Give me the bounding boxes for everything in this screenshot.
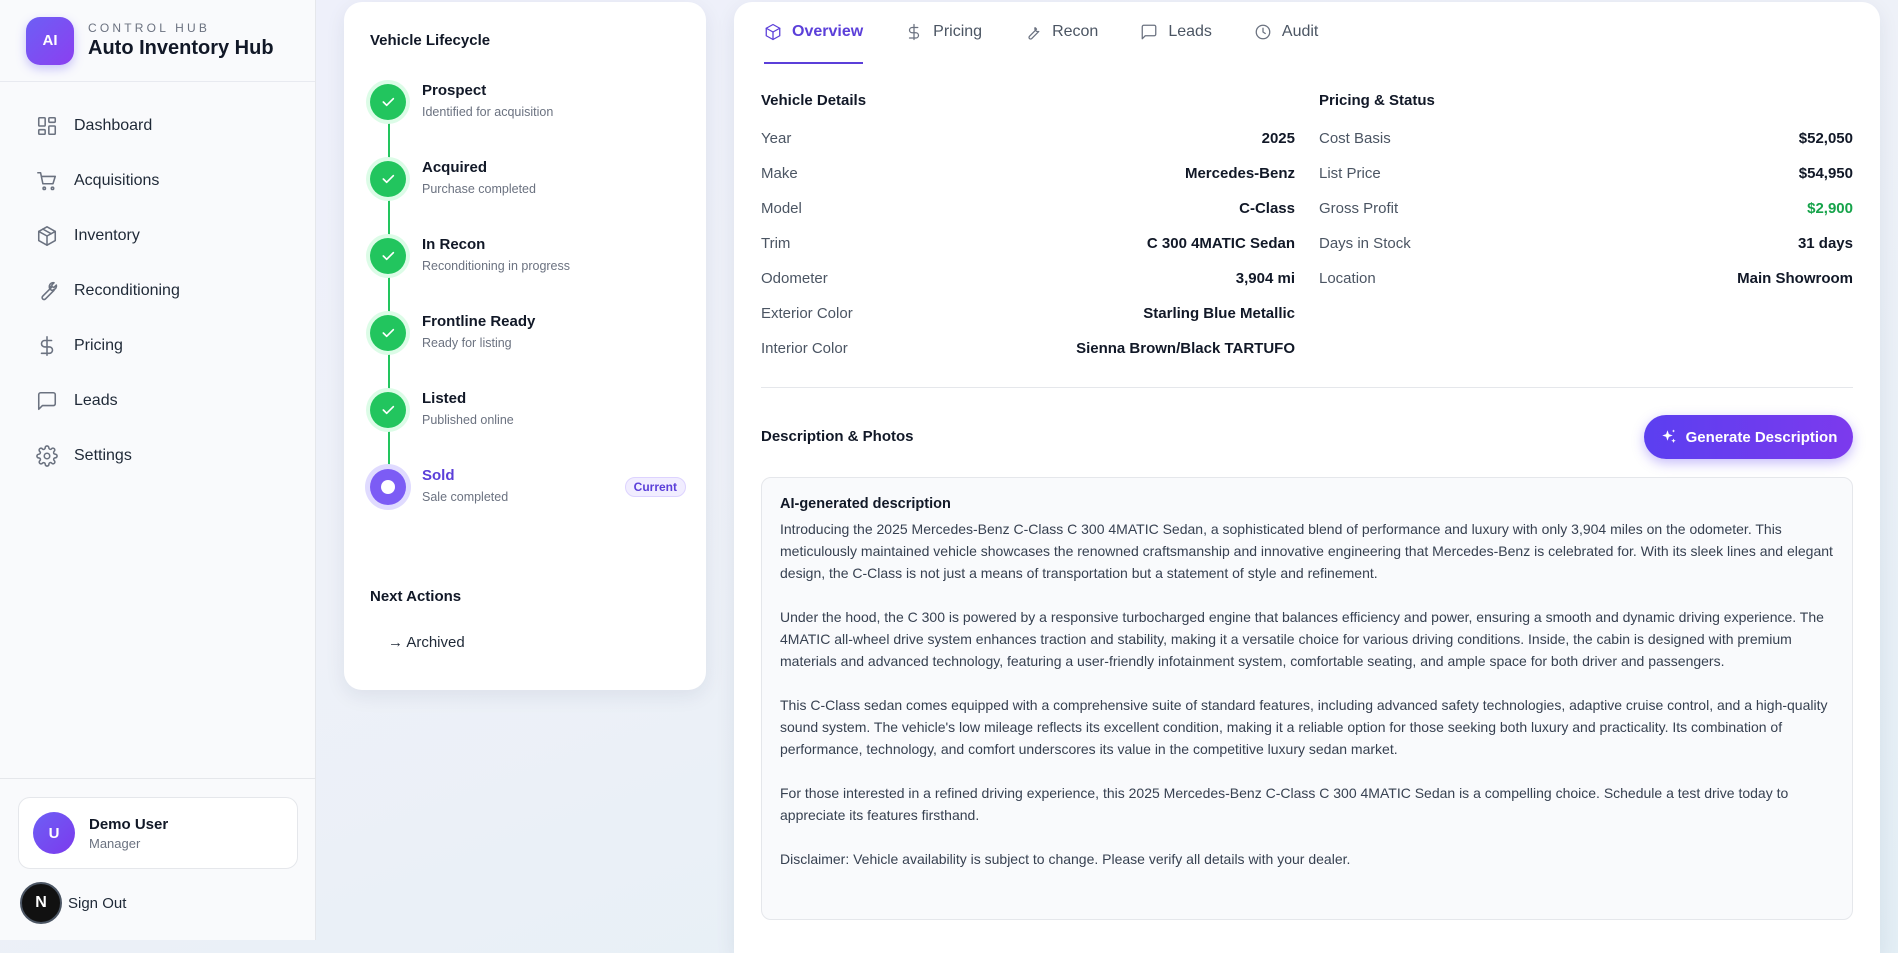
description-label: AI-generated description xyxy=(780,496,951,512)
description-paragraph: This C-Class sedan comes equipped with a comprehensive suite of standard features, including advanced safety technologies, adaptive cruise control, and a high-quality sound system. The vehicle's low mileage reflects its excellent condition, making it a reliable option for those seeking both luxury and practicality. Its combination of performance, technology, and comfort underscores its value in the competitive luxury sedan market. xyxy=(780,697,1828,757)
pricing-row-list-price xyxy=(1319,156,1853,191)
tab-label: Overview xyxy=(792,23,864,40)
lifecycle-title: Vehicle Lifecycle xyxy=(370,32,491,49)
box-icon xyxy=(36,225,58,247)
lifecycle-step-prospect xyxy=(370,84,686,161)
user-card[interactable] xyxy=(18,797,298,869)
tab-recon[interactable] xyxy=(1024,2,1098,62)
pricing-value: 31 days xyxy=(1797,235,1853,252)
next-actions-title: Next Actions xyxy=(370,588,462,605)
description-box xyxy=(761,477,1853,920)
lifecycle-step-listed xyxy=(370,392,686,469)
detail-row-trim xyxy=(761,226,1295,261)
tab-label: Pricing xyxy=(933,23,983,40)
step-name: Prospect xyxy=(422,82,487,99)
check-icon xyxy=(370,238,406,274)
sidebar-item-leads[interactable] xyxy=(0,373,315,428)
sidebar-footer xyxy=(0,778,315,940)
sidebar-item-label: Dashboard xyxy=(74,116,153,134)
app-title: Auto Inventory Hub xyxy=(88,37,274,59)
detail-value: C 300 4MATIC Sedan xyxy=(1146,235,1295,252)
pricing-label: Days in Stock xyxy=(1319,235,1411,252)
lifecycle-step-sold xyxy=(370,469,686,546)
sidebar-item-label: Pricing xyxy=(74,336,123,354)
sidebar-item-reconditioning[interactable] xyxy=(0,263,315,318)
section-title: Pricing & Status xyxy=(1319,92,1435,109)
generate-description-label: Generate Description xyxy=(1685,428,1838,446)
tab-overview[interactable] xyxy=(764,2,863,62)
tab-label: Recon xyxy=(1052,23,1099,40)
sidebar-item-settings[interactable] xyxy=(0,428,315,483)
step-name: Sold xyxy=(422,467,455,484)
detail-row-interior-color xyxy=(761,331,1295,366)
wrench-icon xyxy=(36,280,58,302)
sign-out-label: Sign Out xyxy=(68,894,127,912)
gear-icon xyxy=(36,445,58,467)
check-icon xyxy=(370,84,406,120)
dollar-icon xyxy=(36,335,58,357)
detail-label: Year xyxy=(761,130,792,147)
description-paragraph: Introducing the 2025 Mercedes-Benz C-Class C 300 4MATIC Sedan, a sophisticated blend of performance and luxury with only 3,904 miles on the odometer. This meticulously maintained vehicle showcases the renowned craftsmanship and innovative engineering that Mercedes-Benz is celebrated for. With its sleek lines and elegant design, the C-Class is not just a means of transportation but a statement of style and refinement. xyxy=(780,521,1833,581)
clock-icon xyxy=(1254,23,1272,41)
check-icon xyxy=(370,161,406,197)
sidebar-nav xyxy=(0,82,315,483)
description-section-title: Description & Photos xyxy=(761,428,914,445)
description-disclaimer: Disclaimer: Vehicle availability is subject to change. Please verify all details with your dealer. xyxy=(780,851,1351,867)
step-desc: Purchase completed xyxy=(422,182,536,196)
sidebar-item-label: Reconditioning xyxy=(74,281,180,299)
section-title: Vehicle Details xyxy=(761,92,867,109)
pricing-label: Location xyxy=(1319,270,1376,287)
check-icon xyxy=(370,392,406,428)
lifecycle-step-frontline-ready xyxy=(370,315,686,392)
avatar: U xyxy=(33,812,75,854)
step-name: Acquired xyxy=(422,159,488,176)
lifecycle-step-in-recon xyxy=(370,238,686,315)
detail-value: C-Class xyxy=(1239,200,1295,217)
brand-header xyxy=(0,0,315,82)
detail-label: Odometer xyxy=(761,270,828,287)
cube-icon xyxy=(764,23,782,41)
user-name: Demo User xyxy=(89,815,169,833)
detail-label: Make xyxy=(761,165,798,182)
step-name: In Recon xyxy=(422,236,486,253)
lifecycle-steps xyxy=(370,84,686,546)
pricing-label: List Price xyxy=(1319,165,1381,182)
detail-row-year xyxy=(761,121,1295,156)
detail-row-model xyxy=(761,191,1295,226)
step-desc: Sale completed xyxy=(422,490,509,504)
app-subtitle: CONTROL HUB xyxy=(88,21,211,35)
wrench-icon xyxy=(1024,23,1042,41)
step-desc: Ready for listing xyxy=(422,336,512,350)
sidebar-item-dashboard[interactable] xyxy=(0,98,315,153)
sidebar-item-label: Inventory xyxy=(74,226,140,244)
pricing-row-gross-profit xyxy=(1319,191,1853,226)
description-paragraph: For those interested in a refined driving experience, this 2025 Mercedes-Benz C-Class C 300 4MATIC Sedan is a compelling choice. Schedule a test drive today to appreciate its features firsthand. xyxy=(780,785,1789,823)
generate-description-button[interactable] xyxy=(1644,415,1853,459)
pricing-label: Gross Profit xyxy=(1319,200,1399,217)
step-desc: Published online xyxy=(422,413,514,427)
detail-row-exterior-color xyxy=(761,296,1295,331)
sidebar-item-label: Leads xyxy=(74,391,118,409)
tab-label: Audit xyxy=(1281,23,1319,40)
lifecycle-card xyxy=(344,2,706,690)
step-desc: Identified for acquisition xyxy=(422,105,554,119)
tab-label: Leads xyxy=(1168,23,1212,40)
pricing-value: $52,050 xyxy=(1798,130,1853,147)
check-icon xyxy=(370,315,406,351)
detail-label: Exterior Color xyxy=(761,305,853,322)
sign-out-button[interactable] xyxy=(20,882,126,924)
sparkles-icon xyxy=(1660,428,1678,446)
tab-leads[interactable] xyxy=(1140,2,1212,62)
sidebar-item-acquisitions[interactable] xyxy=(0,153,315,208)
vehicle-details-section xyxy=(761,92,1295,366)
dev-tools-badge[interactable]: N xyxy=(20,882,62,924)
step-desc: Reconditioning in progress xyxy=(422,259,571,273)
description-paragraph: Under the hood, the C 300 is powered by a responsive turbocharged engine that balances efficiency and power, ensuring a smooth and dynamic driving experience. The 4MATIC all-wheel drive system enhances traction and stability, making it a versatile choice for various driving conditions. Inside, the cabin is designed with premium materials and advanced technology, featuring a user-friendly infotainment system, comfortable seating, and ample space for both driver and passengers. xyxy=(780,609,1824,669)
dollar-icon xyxy=(905,23,923,41)
pricing-label: Cost Basis xyxy=(1319,130,1391,147)
sidebar-item-pricing[interactable] xyxy=(0,318,315,373)
detail-label: Trim xyxy=(761,235,791,252)
message-icon xyxy=(1140,23,1158,41)
detail-label: Interior Color xyxy=(761,340,848,357)
sidebar xyxy=(0,0,316,940)
section-divider xyxy=(761,387,1853,388)
vehicle-detail-panel xyxy=(734,2,1880,953)
detail-value: Starling Blue Metallic xyxy=(1143,305,1295,322)
user-role: Manager xyxy=(89,835,141,851)
tab-bar xyxy=(764,2,1360,62)
pricing-status-section xyxy=(1319,92,1853,296)
sidebar-item-label: Settings xyxy=(74,446,132,464)
detail-label: Model xyxy=(761,200,802,217)
detail-row-make xyxy=(761,156,1295,191)
lifecycle-step-acquired xyxy=(370,161,686,238)
detail-value: Mercedes-Benz xyxy=(1184,165,1295,182)
pricing-row-cost-basis xyxy=(1319,121,1853,156)
sidebar-item-label: Acquisitions xyxy=(74,171,160,189)
sidebar-item-inventory[interactable] xyxy=(0,208,315,263)
tab-pricing[interactable] xyxy=(905,2,982,62)
grid-icon xyxy=(36,115,58,137)
current-step-icon xyxy=(370,469,406,505)
current-badge: Current xyxy=(625,477,686,497)
detail-value: 3,904 mi xyxy=(1235,270,1295,287)
step-name: Frontline Ready xyxy=(422,313,536,330)
detail-row-odometer xyxy=(761,261,1295,296)
detail-value: Sienna Brown/Black TARTUFO xyxy=(1076,340,1295,357)
pricing-row-location xyxy=(1319,261,1853,296)
tab-audit[interactable] xyxy=(1254,2,1318,62)
app-logo[interactable]: AI xyxy=(26,17,74,65)
pricing-value: Main Showroom xyxy=(1737,270,1853,287)
pricing-row-days-in-stock xyxy=(1319,226,1853,261)
message-icon xyxy=(36,390,58,412)
pricing-value: $2,900 xyxy=(1807,200,1853,217)
detail-value: 2025 xyxy=(1261,130,1295,147)
pricing-value: $54,950 xyxy=(1798,165,1853,182)
cart-icon xyxy=(36,170,58,192)
next-action-archived[interactable]: → Archived xyxy=(388,634,465,651)
step-name: Listed xyxy=(422,390,467,407)
